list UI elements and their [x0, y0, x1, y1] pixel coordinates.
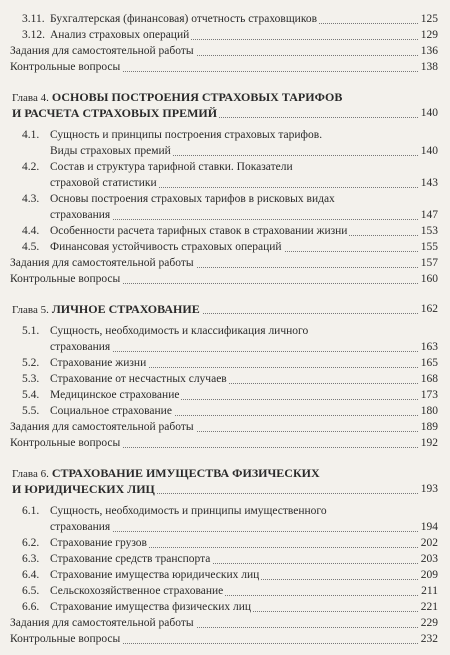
section-number: 5.2. — [22, 357, 40, 369]
page-number: 202 — [420, 537, 438, 549]
page-number: 162 — [420, 303, 438, 315]
chapter-label: Глава 5. — [12, 304, 49, 316]
section-title: Страхование грузов — [50, 537, 147, 549]
toc-section-entry[interactable] — [0, 160, 450, 175]
chapter-title-text: И ЮРИДИЧЕСКИХ ЛИЦ — [12, 482, 155, 496]
section-title: Страхование жизни — [50, 357, 147, 369]
toc-section-entry[interactable] — [0, 536, 450, 551]
toc-section-entry[interactable] — [0, 176, 450, 191]
page-number: 173 — [420, 389, 438, 401]
toc-chapter-heading[interactable] — [0, 302, 450, 317]
toc-section-entry[interactable] — [0, 192, 450, 207]
toc-section-entry[interactable] — [0, 240, 450, 255]
chapter-label: Глава 6. — [12, 468, 49, 480]
page-number: 147 — [420, 209, 438, 221]
toc-section-entry[interactable] — [0, 504, 450, 519]
entry-title: Контрольные вопросы — [10, 633, 121, 645]
toc-chapter-heading[interactable] — [0, 90, 450, 105]
chapter-title-text: И РАСЧЕТА СТРАХОВЫХ ПРЕМИЙ — [12, 106, 218, 120]
entry-title: Задания для самостоятельной работы — [10, 257, 194, 269]
page-number: 153 — [420, 225, 438, 237]
entry-title: Контрольные вопросы — [10, 61, 121, 73]
toc-plain-entry[interactable] — [0, 272, 450, 287]
toc-section-entry[interactable] — [0, 388, 450, 403]
page-number: 143 — [420, 177, 438, 189]
section-number: 6.1. — [22, 505, 40, 517]
section-title: страхования — [50, 209, 111, 221]
entry-title: Контрольные вопросы — [10, 437, 121, 449]
section-title: страхования — [50, 521, 111, 533]
entry-title: Задания для самостоятельной работы — [10, 421, 194, 433]
page-number: 194 — [420, 521, 438, 533]
section-title: Сущность и принципы построения страховых тарифов. — [50, 129, 323, 141]
section-title: Страхование от несчастных случаев — [50, 373, 227, 385]
chapter-label: Глава 4. — [12, 92, 49, 104]
page-number: 140 — [420, 145, 438, 157]
section-title: Финансовая устойчивость страховых операций — [50, 241, 282, 253]
section-title: Медицинское страхование — [50, 389, 180, 401]
chapter-title-text: СТРАХОВАНИЕ ИМУЩЕСТВА ФИЗИЧЕСКИХ — [51, 466, 320, 480]
section-title: страховой статистики — [50, 177, 157, 189]
page-number: 189 — [420, 421, 438, 433]
chapter-title — [12, 106, 219, 121]
section-number: 5.5. — [22, 405, 40, 417]
section-title: Сущность, необходимость и принципы имущественного — [50, 505, 327, 517]
page-number: 203 — [420, 553, 438, 565]
page-number: 232 — [420, 633, 438, 645]
section-number: 6.5. — [22, 585, 40, 597]
section-title: Страхование средств транспорта — [50, 553, 211, 565]
toc-plain-entry[interactable] — [0, 616, 450, 631]
page-number: 168 — [420, 373, 438, 385]
section-title: Бухгалтерская (финансовая) отчетность страховщиков — [50, 13, 318, 25]
section-title: Анализ страховых операций — [50, 29, 190, 41]
page-number: 129 — [420, 29, 438, 41]
toc-section-entry[interactable] — [0, 208, 450, 223]
toc-plain-entry[interactable] — [0, 60, 450, 75]
page-number: 193 — [420, 483, 438, 495]
toc-section-entry[interactable] — [0, 600, 450, 615]
chapter-title — [12, 466, 322, 482]
toc-section-entry[interactable] — [0, 324, 450, 339]
toc-plain-entry[interactable] — [0, 436, 450, 451]
page-number: 180 — [420, 405, 438, 417]
toc-chapter-heading[interactable] — [0, 482, 450, 497]
chapter-title — [12, 90, 344, 106]
section-number: 4.5. — [22, 241, 40, 253]
section-title: Страхование имущества физических лиц — [50, 601, 252, 613]
toc-section-entry[interactable] — [0, 340, 450, 355]
page-number: 221 — [420, 601, 438, 613]
toc-section-entry[interactable] — [0, 28, 450, 43]
page-number: 209 — [420, 569, 438, 581]
section-number: 3.11. — [22, 13, 45, 25]
section-number: 6.3. — [22, 553, 40, 565]
section-title: Виды страховых премий — [50, 145, 171, 157]
toc-chapter-heading[interactable] — [0, 106, 450, 121]
toc-section-entry[interactable] — [0, 144, 450, 159]
toc-section-entry[interactable] — [0, 356, 450, 371]
page-number: 165 — [420, 357, 438, 369]
page-number: 160 — [420, 273, 438, 285]
page-number: 155 — [420, 241, 438, 253]
page-number: 163 — [420, 341, 438, 353]
section-number: 4.4. — [22, 225, 40, 237]
section-number: 4.3. — [22, 193, 40, 205]
page-number: 157 — [420, 257, 438, 269]
section-number: 3.12. — [22, 29, 45, 41]
section-number: 5.3. — [22, 373, 40, 385]
toc-section-entry[interactable] — [0, 520, 450, 535]
page-number: 136 — [420, 45, 438, 57]
page-number: 192 — [420, 437, 438, 449]
section-title: Особенности расчета тарифных ставок в страховании жизни — [50, 225, 348, 237]
section-number: 5.4. — [22, 389, 40, 401]
section-number: 6.6. — [22, 601, 40, 613]
section-title: Сельскохозяйственное страхование — [50, 585, 224, 597]
toc-plain-entry[interactable] — [0, 420, 450, 435]
toc-section-entry[interactable] — [0, 128, 450, 143]
chapter-title-text: ЛИЧНОЕ СТРАХОВАНИЕ — [51, 302, 200, 316]
entry-title: Контрольные вопросы — [10, 273, 121, 285]
toc-section-entry[interactable] — [0, 568, 450, 583]
section-title: страхования — [50, 341, 111, 353]
entry-title: Задания для самостоятельной работы — [10, 45, 194, 57]
page-number: 229 — [420, 617, 438, 629]
section-number: 6.4. — [22, 569, 40, 581]
toc-section-entry[interactable] — [0, 404, 450, 419]
toc-chapter-heading[interactable] — [0, 466, 450, 481]
section-number: 5.1. — [22, 325, 40, 337]
section-title: Страхование имущества юридических лиц — [50, 569, 260, 581]
section-number: 6.2. — [22, 537, 40, 549]
toc-section-entry[interactable] — [0, 12, 450, 27]
toc-section-entry[interactable] — [0, 372, 450, 387]
toc-plain-entry[interactable] — [0, 44, 450, 59]
page-number: 140 — [420, 107, 438, 119]
toc-plain-entry[interactable] — [0, 632, 450, 647]
page-number: 211 — [421, 585, 438, 597]
section-title: Состав и структура тарифной ставки. Показатели — [50, 161, 293, 173]
section-title: Основы построения страховых тарифов в рисковых видах — [50, 193, 335, 205]
chapter-title-text: ОСНОВЫ ПОСТРОЕНИЯ СТРАХОВЫХ ТАРИФОВ — [51, 90, 343, 104]
toc-plain-entry[interactable] — [0, 256, 450, 271]
entry-title: Задания для самостоятельной работы — [10, 617, 194, 629]
section-title: Сущность, необходимость и классификация личного — [50, 325, 309, 337]
section-number: 4.1. — [22, 129, 40, 141]
page-number: 125 — [420, 13, 438, 25]
toc-section-entry[interactable] — [0, 584, 450, 599]
section-number: 4.2. — [22, 161, 40, 173]
toc-section-entry[interactable] — [0, 224, 450, 239]
page-number: 138 — [420, 61, 438, 73]
toc-section-entry[interactable] — [0, 552, 450, 567]
chapter-title — [12, 482, 157, 497]
chapter-title — [12, 302, 202, 318]
section-title: Социальное страхование — [50, 405, 172, 417]
